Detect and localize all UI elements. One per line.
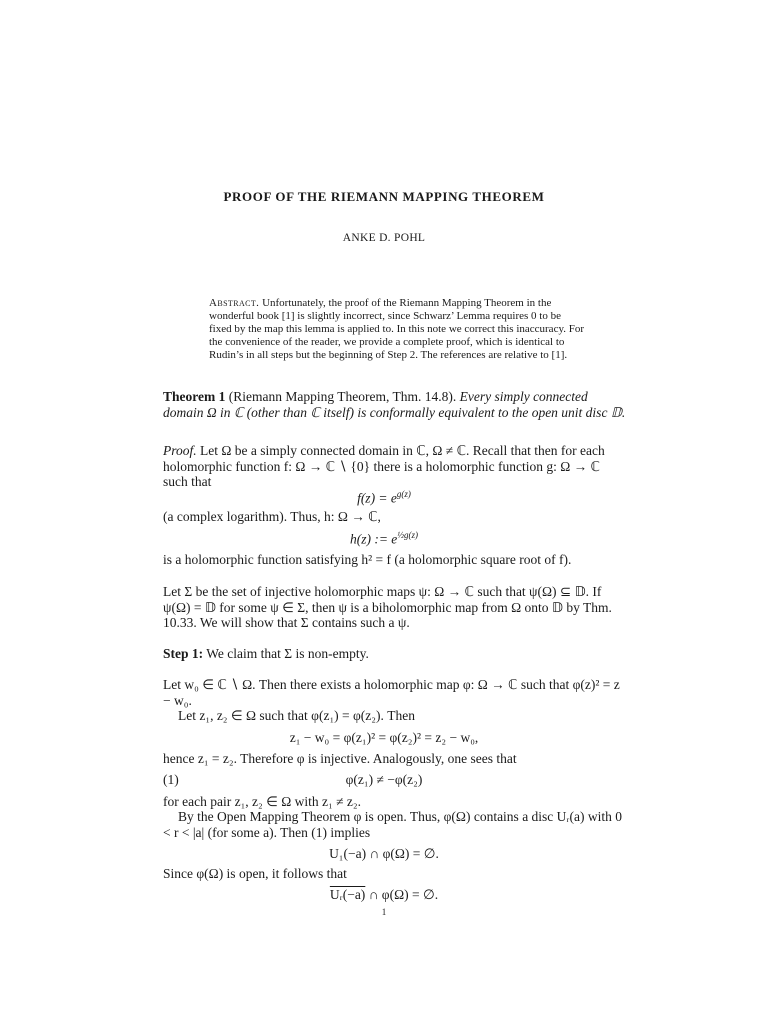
proof-label: Proof. xyxy=(163,443,197,458)
equation-f-exp: $f(z) = e^{g(z)}$ xyxy=(357,489,411,506)
sigma-paragraph: Let Σ be the set of injective holomorphic maps ψ: Ω → ℂ such that ψ(Ω) ⊆ 𝔻. If ψ(Ω) = 𝔻 for some ψ ∈ Σ, then ψ is a biholomorphic map from Ω onto 𝔻 by Thm. 10.33. We will show that Σ contains such a ψ. xyxy=(163,584,612,630)
paper-title: PROOF OF THE RIEMANN MAPPING THEOREM xyxy=(223,189,545,204)
step1-label: Step 1: xyxy=(163,646,204,661)
pair-text: for each pair z₁, z₂ ∈ Ω with z₁ ≠ z₂. xyxy=(163,794,361,809)
abstract-text: Unfortunately, the proof of the Riemann Mapping Theorem in the wonderful book [1] is slightly incorrect, since Schwarz’ Lemma requires 0 to be fixed by the map this lemma is applied to. In this note we correct this inaccuracy. For the convenience of the reader, we provide a complete proof, which is identical to Rudin’s in all steps but the beginning of Step 2. The references are relative to [1]. xyxy=(209,297,585,361)
step1-text: We claim that Σ is non-empty. xyxy=(206,646,369,661)
abstract xyxy=(209,297,584,362)
abstract-label: Abstract. xyxy=(209,297,260,309)
proof-paragraph xyxy=(163,443,628,490)
open-mapping-paragraph: By the Open Mapping Theorem φ is open. Thus, φ(Ω) contains a disc Uᵣ(a) with 0 < r < |a| (for some a). Then (1) implies xyxy=(163,809,623,840)
step1-heading xyxy=(163,646,369,662)
equation-u1: U₁(−a) ∩ φ(Ω) = ∅. xyxy=(329,846,439,861)
w0-paragraph: Let w₀ ∈ ℂ ∖ Ω. Then there exists a holomorphic map φ: Ω → ℂ such that φ(z)² = z − w₀. xyxy=(163,677,620,708)
let-z-text: Let z₁, z₂ ∈ Ω such that φ(z₁) = φ(z₂). Then xyxy=(178,708,415,723)
theorem-ref: (Riemann Mapping Theorem, Thm. 14.8). xyxy=(228,389,457,404)
proof-text: Let Ω be a simply connected domain in ℂ, Ω ≠ ℂ. Recall that then for each holomorphic function f: Ω → ℂ ∖ {0} there is a holomorphic function g: Ω → ℂ such that xyxy=(163,443,605,489)
equation-1: φ(z₁) ≠ −φ(z₂) xyxy=(345,772,423,787)
hence-text: hence z₁ = z₂. Therefore φ is injective. Analogously, one sees that xyxy=(163,751,517,766)
since-text: Since φ(Ω) is open, it follows that xyxy=(163,866,347,881)
theorem-label: Theorem 1 xyxy=(163,389,226,404)
equation-h-def: h(z) := $e^{\frac{1}{2}g(z)}$ xyxy=(349,530,419,547)
equation-closure: Uᵣ(−a) ∩ φ(Ω) = ∅. xyxy=(329,887,439,902)
equation-1-label: (1) xyxy=(163,772,179,787)
sqrt-text: is a holomorphic function satisfying h² = f (a holomorphic square root of f). xyxy=(163,552,572,567)
theorem-statement: Every simply connected domain Ω in ℂ (other than ℂ itself) is conformally equivalent to the open unit disc 𝔻. xyxy=(163,389,626,420)
page-number: 1 xyxy=(381,907,387,917)
theorem-block xyxy=(163,389,628,420)
log-text: (a complex logarithm). Thus, h: Ω → ℂ, xyxy=(163,509,381,524)
author-name: ANKE D. POHL xyxy=(342,232,426,244)
equation-z: z₁ − w₀ = φ(z₁)² = φ(z₂)² = z₂ − w₀, xyxy=(289,730,479,745)
